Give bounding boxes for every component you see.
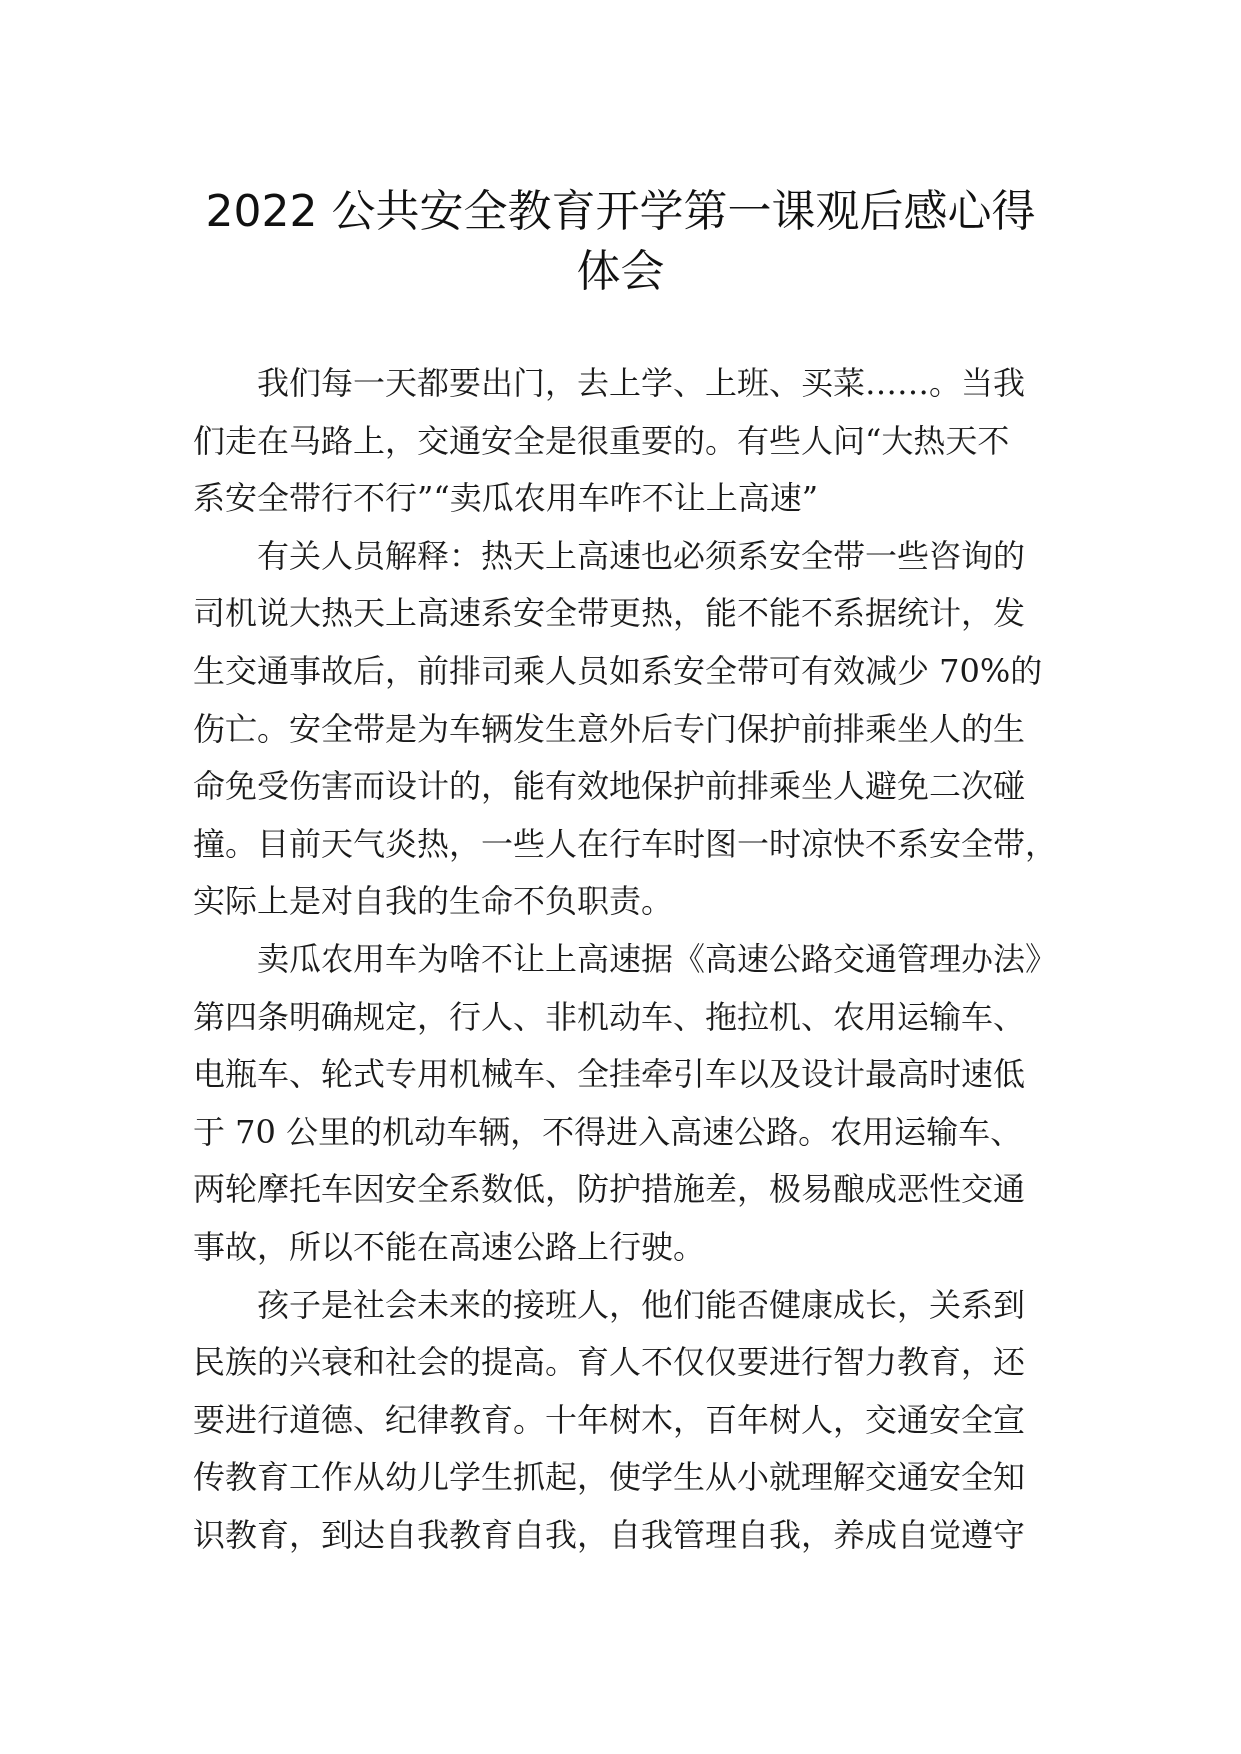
- document-title: [150, 182, 1091, 302]
- paragraph-4-line: 民族的兴衰和社会的提高。育人不仅仅要进行智力教育，还: [193, 1343, 1026, 1382]
- paragraph-3-line: 电瓶车、轮式专用机械车、全挂牵引车以及设计最高时速低: [193, 1055, 1026, 1094]
- paragraph-3-line: 事故，所以不能在高速公路上行驶。: [193, 1227, 706, 1266]
- paragraph-2-line: 司机说大热天上高速系安全带更热，能不能不系据统计，发: [193, 594, 1026, 633]
- paragraph-2-line: 有关人员解释：热天上高速也必须系安全带一些咨询的: [257, 536, 1026, 575]
- title-line-2: 体会: [576, 246, 665, 298]
- paragraph-2-line: 生交通事故后，前排司乘人员如系安全带可有效减少 70%的: [193, 651, 1043, 690]
- paragraph-2-line: 实际上是对自我的生命不负职责。: [193, 882, 674, 921]
- paragraph-4-line: 孩子是社会未来的接班人，他们能否健康成长，关系到: [257, 1285, 1026, 1324]
- paragraph-1-line: 系安全带行不行”“卖瓜农用车咋不让上高速”: [193, 479, 819, 518]
- document-body: [193, 355, 1073, 1564]
- paragraph-3-line: 第四条明确规定，行人、非机动车、拖拉机、农用运输车、: [193, 997, 1026, 1036]
- paragraph-2-line: 伤亡。安全带是为车辆发生意外后专门保护前排乘坐人的生: [193, 709, 1026, 748]
- paragraph-4-line: 识教育，到达自我教育自我，自我管理自我，养成自觉遵守: [193, 1515, 1026, 1554]
- title-line-1: 2022 公共安全教育开学第一课观后感心得: [205, 186, 1036, 238]
- paragraph-1-line: 们走在马路上，交通安全是很重要的。有些人问“大热天不: [193, 421, 1010, 460]
- paragraph-1-line: 我们每一天都要出门，去上学、上班、买菜……。当我: [257, 364, 1026, 402]
- paragraph-3-line: 于 70 公里的机动车辆，不得进入高速公路。农用运输车、: [193, 1112, 1023, 1151]
- paragraph-2-line: 命免受伤害而设计的，能有效地保护前排乘坐人避免二次碰: [193, 767, 1026, 806]
- paragraph-4-line: 要进行道德、纪律教育。十年树木，百年树人，交通安全宣: [193, 1400, 1026, 1439]
- paragraph-4-line: 传教育工作从幼儿学生抓起，使学生从小就理解交通安全知: [193, 1458, 1026, 1497]
- paragraph-2-line: 撞。目前天气炎热，一些人在行车时图一时凉快不系安全带，: [193, 824, 1058, 863]
- paragraph-3-line: 卖瓜农用车为啥不让上高速据《高速公路交通管理办法》: [257, 939, 1058, 978]
- paragraph-3-line: 两轮摩托车因安全系数低，防护措施差，极易酿成恶性交通: [193, 1170, 1026, 1209]
